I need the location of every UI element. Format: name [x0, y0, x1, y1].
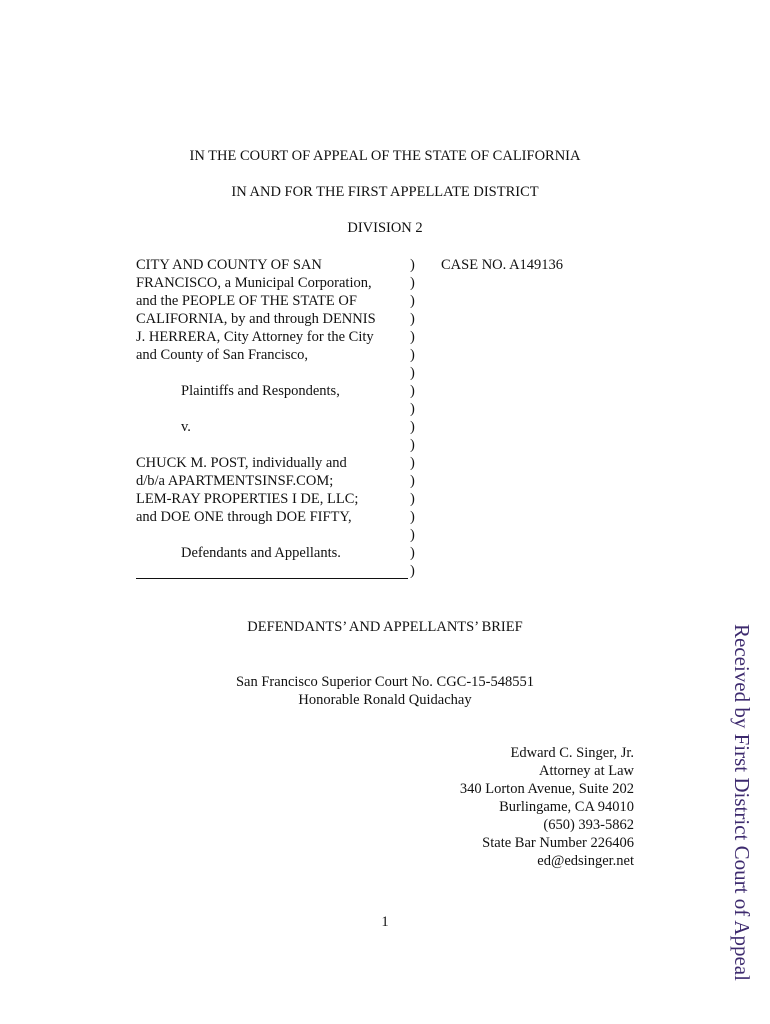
defendant-line: CHUCK M. POST, individually and	[136, 455, 347, 471]
plaintiff-line: and County of San Francisco,	[136, 347, 308, 363]
defendant-line: and DOE ONE through DOE FIFTY,	[136, 509, 352, 525]
plaintiff-line: FRANCISCO, a Municipal Corporation,	[136, 275, 372, 291]
court-heading: IN THE COURT OF APPEAL OF THE STATE OF CALIFORNIA	[189, 148, 581, 164]
defendant-role: Defendants and Appellants.	[181, 545, 341, 561]
caption-paren: )	[410, 509, 415, 525]
counsel-bar-number: State Bar Number 226406	[482, 835, 634, 851]
caption-paren: )	[410, 491, 415, 507]
plaintiff-line: CALIFORNIA, by and through DENNIS	[136, 311, 376, 327]
caption-paren: )	[410, 419, 415, 435]
division-heading: DIVISION 2	[347, 220, 423, 236]
caption-paren: )	[410, 563, 415, 579]
district-heading: IN AND FOR THE FIRST APPELLATE DISTRICT	[231, 184, 539, 200]
caption-paren: )	[410, 473, 415, 489]
caption-rule	[136, 578, 408, 579]
caption-paren: )	[410, 347, 415, 363]
plaintiff-line: CITY AND COUNTY OF SAN	[136, 257, 322, 273]
caption-paren: )	[410, 527, 415, 543]
lower-court-number: San Francisco Superior Court No. CGC-15-548551	[235, 674, 535, 690]
defendant-line: LEM-RAY PROPERTIES I DE, LLC;	[136, 491, 359, 507]
plaintiff-line: and the PEOPLE OF THE STATE OF	[136, 293, 357, 309]
received-stamp: Received by First District Court of Appeal	[730, 624, 754, 981]
counsel-address: 340 Lorton Avenue, Suite 202	[459, 781, 634, 797]
plaintiff-line: J. HERRERA, City Attorney for the City	[136, 329, 374, 345]
counsel-phone: (650) 393-5862	[543, 817, 634, 833]
caption-paren: )	[410, 275, 415, 291]
caption-paren: )	[410, 293, 415, 309]
caption-paren: )	[410, 437, 415, 453]
counsel-email: ed@edsinger.net	[537, 853, 634, 869]
caption-paren: )	[410, 329, 415, 345]
brief-title: DEFENDANTS’ AND APPELLANTS’ BRIEF	[247, 619, 523, 635]
counsel-name: Edward C. Singer, Jr.	[510, 745, 634, 761]
plaintiff-role: Plaintiffs and Respondents,	[181, 383, 340, 399]
counsel-title: Attorney at Law	[538, 763, 634, 779]
counsel-city: Burlingame, CA 94010	[499, 799, 634, 815]
caption-paren: )	[410, 383, 415, 399]
counsel-block	[460, 744, 634, 870]
caption-paren: )	[410, 365, 415, 381]
defendant-line: d/b/a APARTMENTSINSF.COM;	[136, 473, 334, 489]
caption-paren: )	[410, 311, 415, 327]
case-number: CASE NO. A149136	[441, 257, 564, 273]
caption-paren: )	[410, 545, 415, 561]
caption-paren: )	[410, 401, 415, 417]
caption-paren: )	[410, 257, 415, 273]
versus-label: v.	[181, 419, 191, 435]
caption-paren: )	[410, 455, 415, 471]
lower-court-judge: Honorable Ronald Quidachay	[298, 692, 472, 708]
page-number: 1	[381, 914, 389, 930]
